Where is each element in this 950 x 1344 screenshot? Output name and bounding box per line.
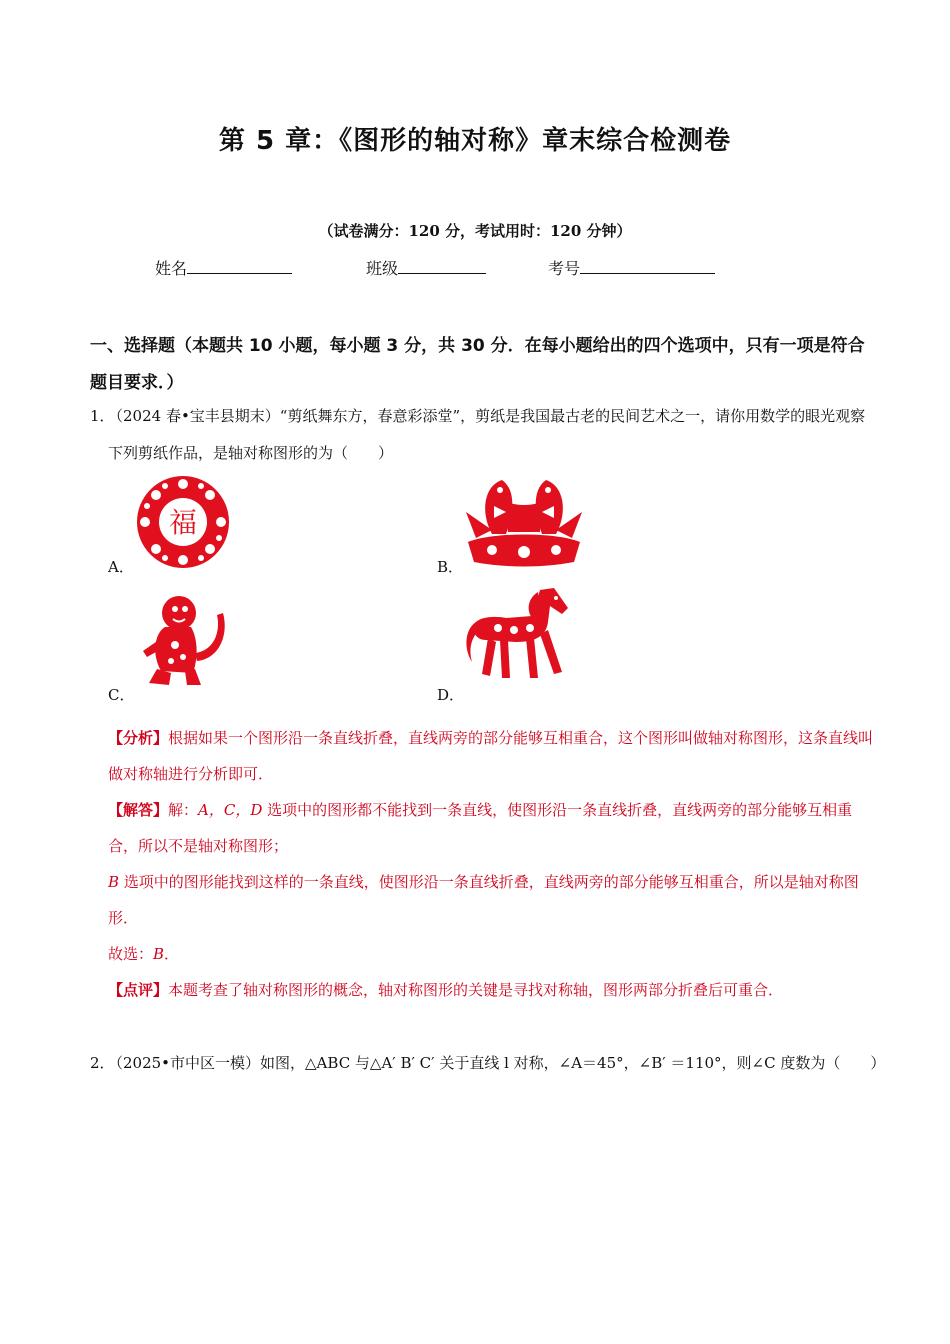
question-text: （2024 春•宝丰县期末）“剪纸舞东方，春意彩添堂”，剪纸是我国最古老的民间艺术之一，请你用数学的眼光观察下列剪纸作品，是轴对称图形的为（ ） <box>108 407 866 462</box>
id-blank[interactable] <box>580 258 715 274</box>
svg-text:福: 福 <box>168 506 198 539</box>
id-field[interactable] <box>548 256 715 279</box>
option-b-label[interactable]: B． <box>437 558 464 576</box>
comment-tag: 【点评】 <box>108 981 169 999</box>
solution-2 <box>108 864 878 936</box>
question-text: （2025•市中区一模）如图，△ABC 与△A′ B′ C′ 关于直线 l 对称，∠A＝45°，∠B′ ＝110°，则∠C 度数为（ ） <box>108 1054 886 1072</box>
name-field[interactable] <box>155 256 292 279</box>
question-number: 2． <box>90 1054 115 1072</box>
class-blank[interactable] <box>398 258 486 274</box>
answer-block <box>108 720 878 1008</box>
comment-text: 本题考查了轴对称图形的概念，轴对称图形的关键是寻找对称轴，图形两部分折叠后可重合． <box>168 981 784 999</box>
option-c-label[interactable]: C． <box>108 686 135 704</box>
analysis-tag: 【分析】 <box>108 729 169 747</box>
solution-tag: 【解答】 <box>108 801 169 819</box>
question-number: 1． <box>90 407 115 425</box>
question-1 <box>90 398 880 472</box>
twin-fish-papercut-image <box>462 472 586 568</box>
choice-var: B <box>153 945 165 963</box>
horse-papercut-image <box>462 586 574 686</box>
exam-meta: （试卷满分：120 分，考试用时：120 分钟） <box>318 222 632 240</box>
comment <box>108 972 878 1008</box>
page-title: 第 5 章：《图形的轴对称》章末综合检测卷 <box>218 126 732 156</box>
option-d-label[interactable]: D． <box>437 686 465 704</box>
solution-var-2: B <box>108 873 120 891</box>
section-heading: 一、选择题（本题共 10 小题，每小题 3 分，共 30 分．在每小题给出的四个选项中，只有一项是符合题目要求．） <box>90 336 865 393</box>
final-choice <box>108 936 878 972</box>
choice-end: ． <box>164 945 180 963</box>
fu-papercut-image <box>135 474 231 570</box>
option-a-label[interactable]: A． <box>108 558 134 576</box>
id-label: 考号 <box>548 259 581 278</box>
solution <box>108 792 878 864</box>
class-label: 班级 <box>366 259 399 278</box>
solution-lead: 解： <box>168 801 199 819</box>
analysis <box>108 720 878 792</box>
solution-text-2: 选项中的图形能找到这样的一条直线，使图形沿一条直线折叠，直线两旁的部分能够互相重合，所以是轴对称图形． <box>108 873 859 927</box>
analysis-text: 根据如果一个图形沿一条直线折叠，直线两旁的部分能够互相重合，这个图形叫做轴对称图形，这条直线叫做对称轴进行分析即可． <box>108 729 874 783</box>
class-field[interactable] <box>366 256 486 279</box>
solution-text-1: 选项中的图形都不能找到一条直线，使图形沿一条直线折叠，直线两旁的部分能够互相重合，所以不是轴对称图形； <box>108 801 853 855</box>
monkey-papercut-image <box>135 593 227 687</box>
solution-vars: A，C，D <box>198 801 263 819</box>
name-label: 姓名 <box>155 259 188 278</box>
question-2 <box>90 1045 886 1082</box>
name-blank[interactable] <box>187 258 292 274</box>
choice-lead: 故选： <box>108 945 154 963</box>
